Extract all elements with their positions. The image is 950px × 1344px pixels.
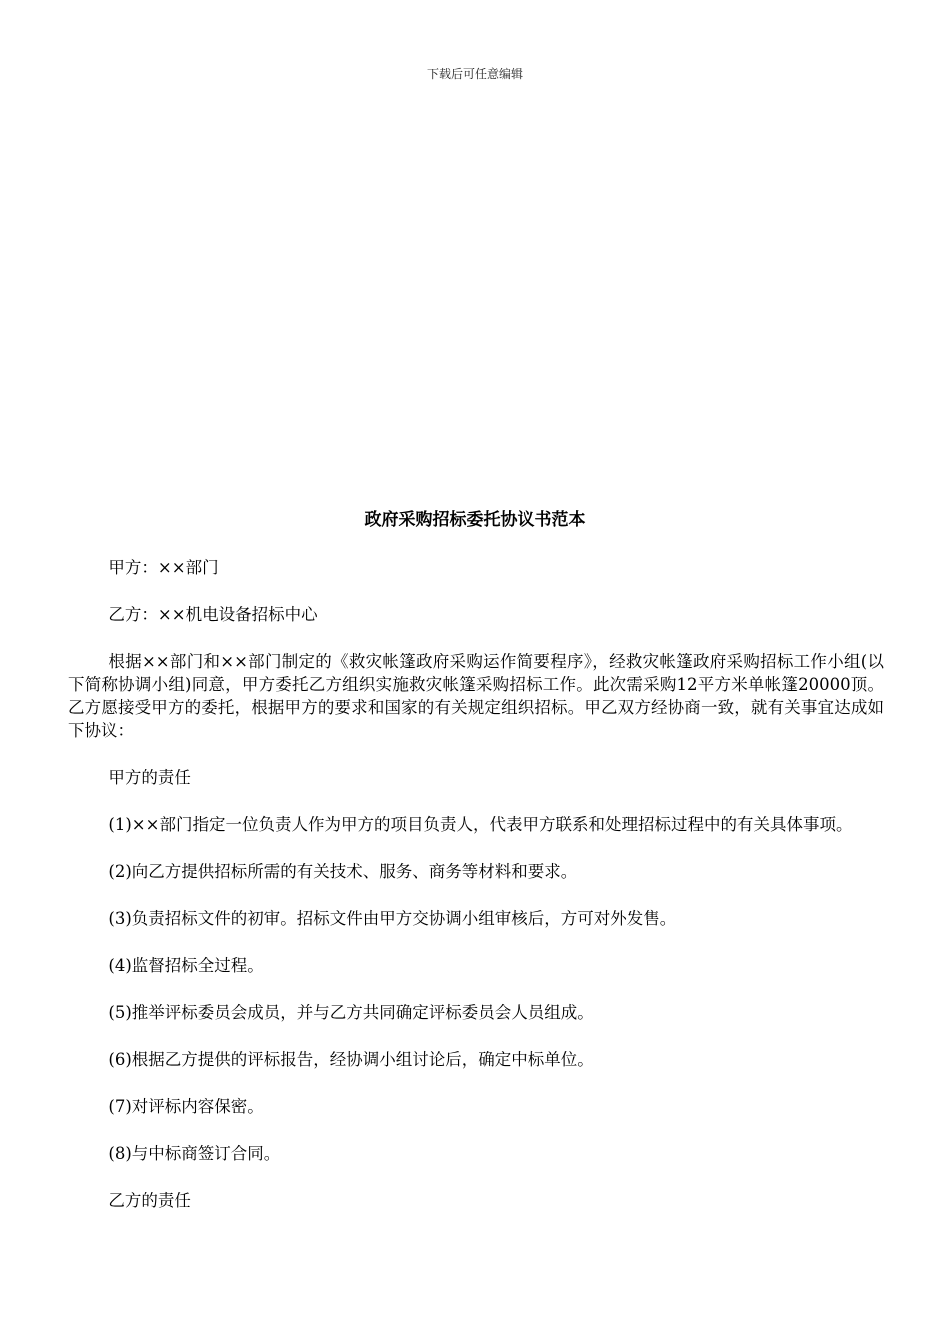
document-body: [68, 556, 884, 1236]
section-a-heading: 甲方的责任: [108, 768, 191, 787]
party-b-line: 乙方：××机电设备招标中心: [108, 605, 318, 624]
section-a-item-7: (7)对评标内容保密。: [108, 1097, 264, 1116]
intro-paragraph: 根据××部门和××部门制定的《救灾帐篷政府采购运作简要程序》，经救灾帐篷政府采购招标工作小组(以下简称协调小组)同意，甲方委托乙方组织实施救灾帐篷采购招标工作。此次需采购12平方米单帐篷20000顶。乙方愿接受甲方的委托，根据甲方的要求和国家的有关规定组织招标。甲乙双方经协商一致，就有关事宜达成如下协议：: [68, 652, 884, 740]
document-title: 政府采购招标委托协议书范本: [364, 510, 586, 530]
section-b-heading: 乙方的责任: [108, 1191, 191, 1210]
section-a-item-8: (8)与中标商签订合同。: [108, 1144, 281, 1163]
section-a-item-2: (2)向乙方提供招标所需的有关技术、服务、商务等材料和要求。: [108, 862, 578, 881]
party-a-line: 甲方：××部门: [108, 558, 219, 577]
section-a-item-5: (5)推举评标委员会成员，并与乙方共同确定评标委员会人员组成。: [108, 1003, 594, 1022]
section-a-item-3: (3)负责招标文件的初审。招标文件由甲方交协调小组审核后，方可对外发售。: [108, 909, 677, 928]
section-a-item-1: (1)××部门指定一位负责人作为甲方的项目负责人，代表甲方联系和处理招标过程中的有关具体事项。: [108, 815, 853, 834]
section-a-item-6: (6)根据乙方提供的评标报告，经协调小组讨论后，确定中标单位。: [108, 1050, 594, 1069]
section-a-item-4: (4)监督招标全过程。: [108, 956, 264, 975]
header-note: 下载后可任意编辑: [426, 67, 523, 81]
